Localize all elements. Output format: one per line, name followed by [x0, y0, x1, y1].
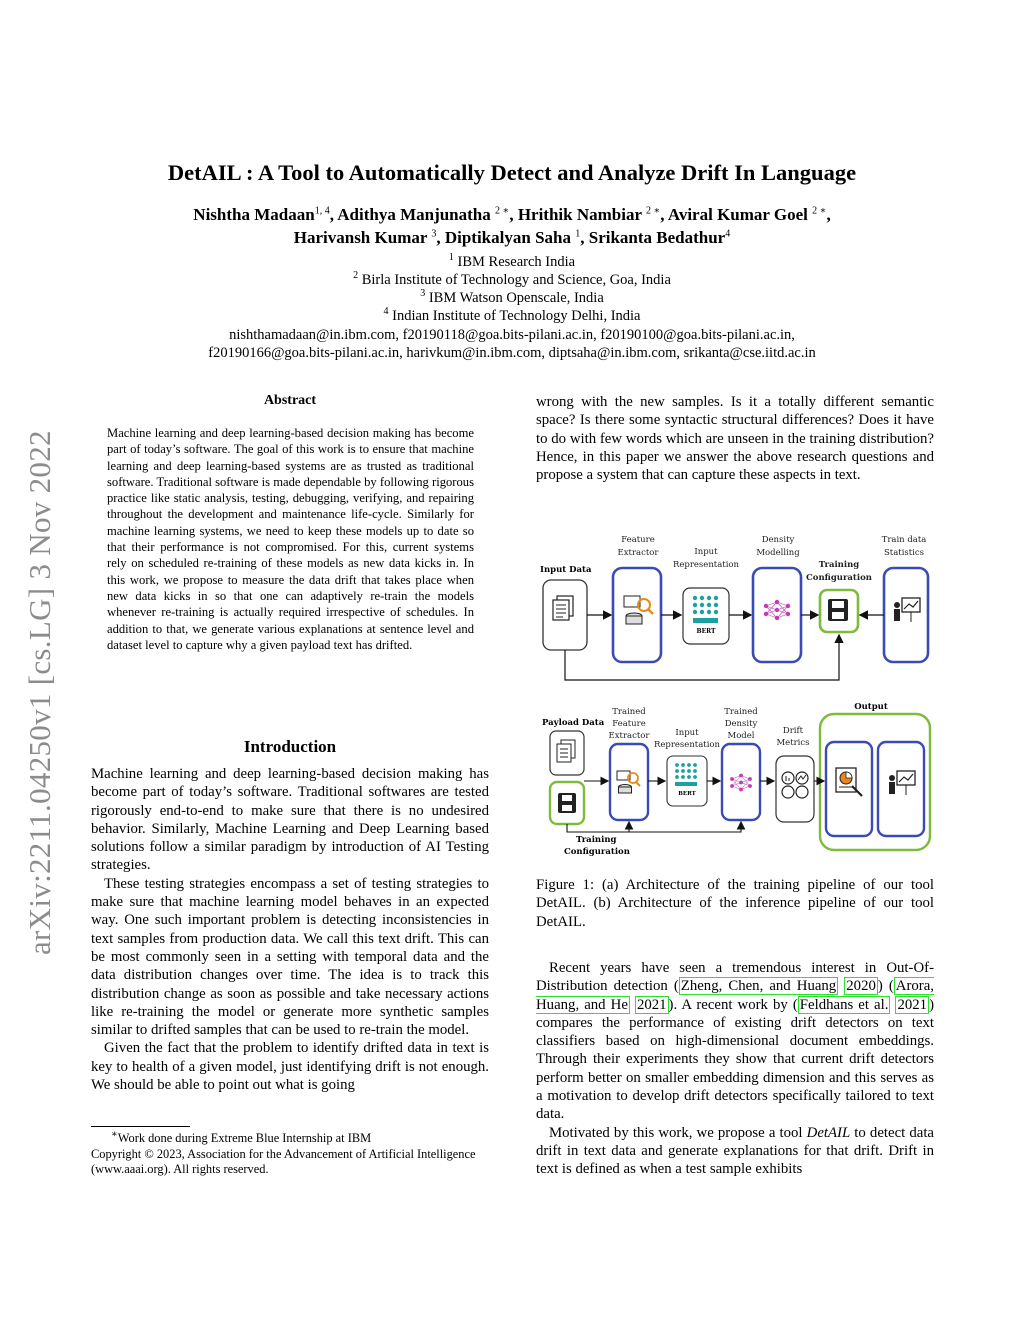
save-icon	[828, 599, 848, 621]
paragraph: Motivated by this work, we propose a tool DetAIL to detect data drift in text data and generate explanations for that drift. Drift in text is defined as when a test sample exhibits	[536, 1124, 934, 1178]
author-name: Aviral Kumar Goel	[667, 205, 808, 224]
svg-text:Input: Input	[694, 547, 718, 557]
svg-text:Train data: Train data	[881, 535, 927, 545]
citation-link[interactable]: 2021	[636, 996, 667, 1013]
svg-text:Trained: Trained	[724, 707, 758, 717]
citation-link[interactable]: 2020	[846, 978, 876, 995]
affiliation: $^1$ IBM Research India	[448, 252, 576, 270]
svg-text:Representation: Representation	[653, 740, 721, 750]
author-name: Hrithik Nambiar	[517, 205, 642, 224]
paragraph: wrong with the new samples. Is it a totally different semantic space? Is there some syntactic structural differences? Does it have to do with few words which are unseen in the training distribution? Hence, in this paper we answer the above research questions and propose a system that can capture these aspects in text.	[536, 394, 934, 484]
svg-text:BERT: BERT	[696, 628, 716, 635]
email-list: nishthamadaan@in.ibm.com, f20190118@goa.bits-pilani.ac.in, f20190100@goa.bits-pilani.ac.in,	[229, 327, 795, 343]
figure-caption: Figure 1: (a) Architecture of the training pipeline of our tool DetAIL. (b) Architecture of the inference pipeline of our tool DetAIL.	[536, 877, 934, 930]
svg-text:Configuration: Configuration	[806, 573, 872, 583]
abstract-text: Machine learning and deep learning-based decision making has become part of today’s software. The goal of this work is to ensure that machine learning and deep learning-based systems are as trusted as traditional software. Traditional software is made dependable by following rigorous practice like static analysis, testing, debugging, verifying, and repairing throughout the development and maintenance life-cycle. Similarly for machine learning systems, we need to keep these models up to date so that their performance is not compromised. For this, current systems rely on scheduled re-training of these models as new data kicks in. In this work, we propose to measure the data drift that takes place when new data kicks in so that one can adaptively re-train the models whenever re-training is actually required irrespective of schedules. In addition to that, we generate various explanations at sentence level and dataset level to capture why a given payload text has drifted.	[107, 426, 474, 652]
citation-link[interactable]: Feldhans et al.	[799, 996, 889, 1013]
svg-text:Drift: Drift	[782, 726, 804, 736]
arxiv-stamp: arXiv:2211.04250v1 [cs.LG] 3 Nov 2022	[22, 430, 57, 955]
bert-box	[667, 756, 707, 806]
density-modelling-box	[753, 568, 801, 662]
author-name: Srikanta Bedathur	[588, 228, 726, 247]
related-work-body	[536, 959, 934, 1179]
svg-text:BERT: BERT	[678, 791, 696, 797]
footnote: ∗Work done during Extreme Blue Internship at IBM Copyright © 2023, Association for the Advancement of Artificial Intelligence (www.aaai.org). All rights reserved.	[91, 1128, 476, 1176]
citation-link[interactable]: 2021	[897, 996, 928, 1013]
affiliation: $^2$ Birla Institute of Technology and Science, Goa, India	[353, 270, 671, 288]
footnote-rule	[91, 1126, 190, 1127]
figure-1	[536, 528, 934, 860]
svg-text:Model: Model	[727, 731, 755, 741]
paragraph: Machine learning and deep learning-based decision making has become part of today’s software. Traditional softwares are tested rigorously end-to-end to make sure that there is no undesired behavior. Similarly, Machine Learning and Deep Learning based solutions follow a similar paradigm by introduction of AI Testing strategies.	[91, 766, 489, 874]
paper-title: DetAIL : A Tool to Automatically Detect and Analyze Drift In Language	[167, 160, 857, 185]
train-statistics-box	[884, 568, 928, 662]
statistics-box	[878, 742, 924, 836]
author-list: Harivansh Kumar $^3$, Diptikalyan Saha $^1$, Srikanta Bedathur$^4$	[293, 228, 731, 247]
save-icon	[558, 793, 576, 813]
svg-text:Density: Density	[761, 535, 795, 545]
document-icon	[553, 596, 573, 620]
svg-text:Extractor: Extractor	[617, 548, 659, 558]
affiliation: $^3$ IBM Watson Openscale, India	[420, 288, 604, 306]
author-name: Nishtha Madaan	[193, 205, 315, 224]
svg-text:Feature: Feature	[612, 719, 646, 729]
output-label: Output	[854, 702, 888, 712]
svg-text:Feature: Feature	[621, 535, 655, 545]
introduction-body	[91, 765, 489, 1094]
training-pipeline-diagram	[540, 535, 928, 680]
svg-text:Representation: Representation	[672, 560, 740, 570]
inference-pipeline-diagram	[542, 702, 930, 857]
email-list: f20190166@goa.bits-pilani.ac.in, harivkum@in.ibm.com, diptsaha@in.ibm.com, srikanta@cse.iitd.ac.in	[208, 345, 816, 361]
svg-text:Metrics: Metrics	[776, 738, 810, 748]
affiliation: $^4$ Indian Institute of Technology Delhi, India	[383, 306, 641, 324]
drift-metrics-box	[776, 756, 814, 822]
svg-text:Training: Training	[818, 560, 860, 570]
svg-text:Extractor: Extractor	[608, 731, 650, 741]
svg-text:Training: Training	[576, 835, 617, 845]
citation-link[interactable]: Arora, Huang, and He	[536, 978, 935, 1013]
svg-text:Statistics: Statistics	[883, 548, 925, 558]
bert-box	[683, 588, 729, 644]
paragraph: Given the fact that the problem to identify drifted data in text is key to health of a given model, just identifying drift is not enough. We should be able to point out what is going	[91, 1040, 489, 1094]
svg-text:Trained: Trained	[612, 707, 646, 717]
svg-text:Configuration: Configuration	[564, 847, 630, 857]
author-name: Diptikalyan Saha	[444, 228, 571, 247]
introduction-heading: Introduction	[243, 737, 337, 756]
svg-text:Input: Input	[675, 728, 699, 738]
citation-link[interactable]: Zheng, Chen, and Huang	[680, 978, 837, 995]
author-name: Adithya Manjunatha	[337, 205, 491, 224]
paragraph: Recent years have seen a tremendous interest in Out-Of-Distribution detection ( Zheng, Chen, and Huang 2020 ) ( Arora, Huang, and He 2021 ). A recent work by ( Feldhans et al. 2021 ) compares the performance of existing drift detectors on text classifiers based on high-dimensional document embeddings. Through their experiments they show that current drift detectors perform better on smaller embedding dimension and this serves as a motivation to develop drift detectors specifically tailored to text data.	[536, 960, 935, 1123]
abstract-heading: Abstract	[263, 393, 317, 408]
paragraph: These testing strategies encompass a set of testing strategies to make sure that machine learning model behaves in an expected way. One such important problem is detecting inconsistencies in text samples from production data. We call this text drift. This can be most commonly seen in a setting with temporal data and the data distribution changes over time. The idea is to track this distribution change as soon as possible and take necessary actions like re-training the model or generate more synthetic samples similar to drifted samples that can be used to re-train the model.	[91, 875, 489, 1039]
author-list: Nishtha Madaan$^{1, 4}$, Adithya Manjunatha $^{2 ∗}$, Hrithik Nambiar $^{2 ∗}$, Aviral Kumar Goel $^{2 ∗}$,	[193, 205, 831, 224]
payload-data-label: Payload Data	[542, 718, 605, 728]
input-data-label: Input Data	[540, 565, 592, 575]
author-name: Harivansh Kumar	[293, 228, 428, 247]
introduction-continued	[536, 393, 934, 484]
svg-text:Density: Density	[724, 719, 758, 729]
svg-text:Modelling: Modelling	[756, 548, 800, 558]
